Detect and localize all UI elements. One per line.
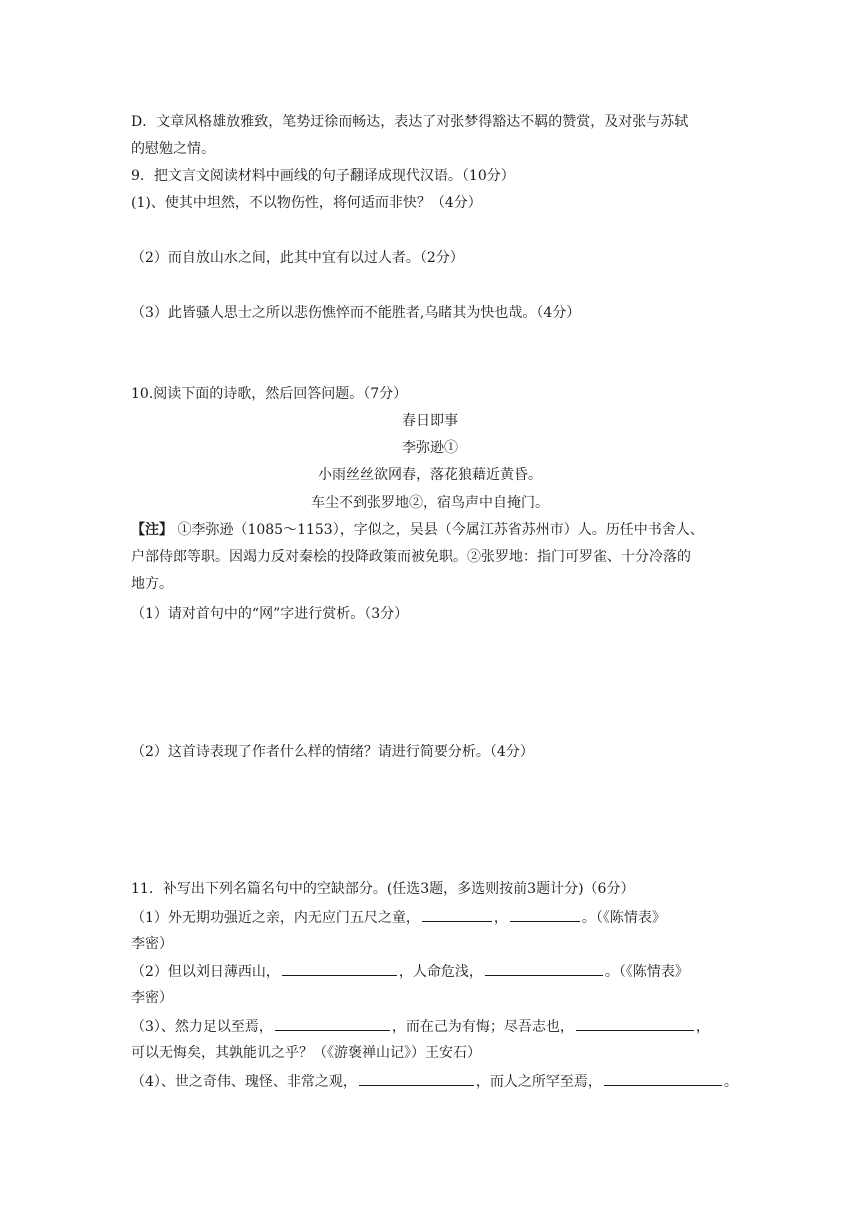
- option-d-line2: 的慰勉之情。: [131, 141, 215, 157]
- answer-blank[interactable]: [275, 1016, 390, 1031]
- question-11-sentence-2-cont: 李密）: [131, 990, 173, 1006]
- poem-line-2: 车尘不到张罗地②，宿鸟声中自掩门。: [311, 495, 549, 511]
- poem-title: 春日即事: [402, 413, 458, 429]
- question-9-sub3: （3）此皆骚人思士之所以悲伤憔悴而不能胜者,乌睹其为快也哉。（4分）: [131, 305, 581, 321]
- note-text-1: ①李弥逊（1085～1153），字似之，吴县（今属江苏省苏州市）人。历任中书舍人、: [173, 522, 704, 538]
- answer-blank[interactable]: [485, 961, 603, 976]
- poem-author: 李弥逊①: [402, 440, 458, 456]
- question-11-sentence-2: （2）但以刘日薄西山， ，人命危浅， 。（《陈情表》: [131, 961, 689, 982]
- answer-blank[interactable]: [576, 1016, 694, 1031]
- poem-note-line1: [131, 520, 704, 540]
- answer-blank[interactable]: [282, 961, 397, 976]
- poem-line-1: 小雨丝丝欲网春，落花狼藉近黄昏。: [318, 467, 542, 483]
- question-11-sentence-3: （3）、然力足以至焉， ，而在己为有悔；尽吾志也， ，: [131, 1016, 710, 1037]
- question-11-sentence-1: （1）外无期功强近之亲，内无应门五尺之童， ， 。（《陈情表》: [131, 907, 666, 928]
- question-9-sub1: (1)、使其中坦然，不以物伤性，将何适而非快？（4分）: [131, 195, 482, 211]
- question-11-sentence-3-cont: 可以无悔矣，其孰能讥之乎？（《游褒禅山记》）王安石）: [131, 1045, 481, 1061]
- answer-blank[interactable]: [604, 1071, 722, 1086]
- question-9-title: 9．把文言文阅读材料中画线的句子翻译成现代汉语。（10分）: [131, 168, 515, 184]
- poem-note-line3: 地方。: [131, 576, 173, 592]
- question-10-sub1: （1）请对首句中的“网”字进行赏析。（3分）: [131, 606, 409, 622]
- answer-blank[interactable]: [359, 1071, 474, 1086]
- option-d-line1: D．文章风格雄放雅致，笔势迂徐而畅达，表达了对张梦得豁达不羁的赞赏，及对张与苏轼: [131, 114, 689, 130]
- question-11-title: 11．补写出下列名篇名句中的空缺部分。(任选3题，多选则按前3题计分)（6分）: [131, 881, 635, 897]
- answer-blank[interactable]: [422, 907, 492, 922]
- question-9-sub2: （2）而自放山水之间，此其中宜有以过人者。（2分）: [131, 250, 464, 266]
- question-11-sentence-4: （4）、世之奇伟、瑰怪、非常之观， ，而人之所罕至焉， 。: [131, 1071, 738, 1092]
- question-11-sentence-1-cont: 李密）: [131, 936, 173, 952]
- answer-blank[interactable]: [510, 907, 580, 922]
- poem-note-line2: 户部侍郎等职。因竭力反对秦桧的投降政策而被免职。②张罗地：指门可罗雀、十分冷落的: [131, 549, 691, 565]
- question-10-sub2: （2）这首诗表现了作者什么样的情绪？请进行简要分析。（4分）: [131, 744, 534, 760]
- note-label: 【注】: [131, 522, 173, 538]
- question-10-title: 10.阅读下面的诗歌，然后回答问题。（7分）: [131, 386, 408, 402]
